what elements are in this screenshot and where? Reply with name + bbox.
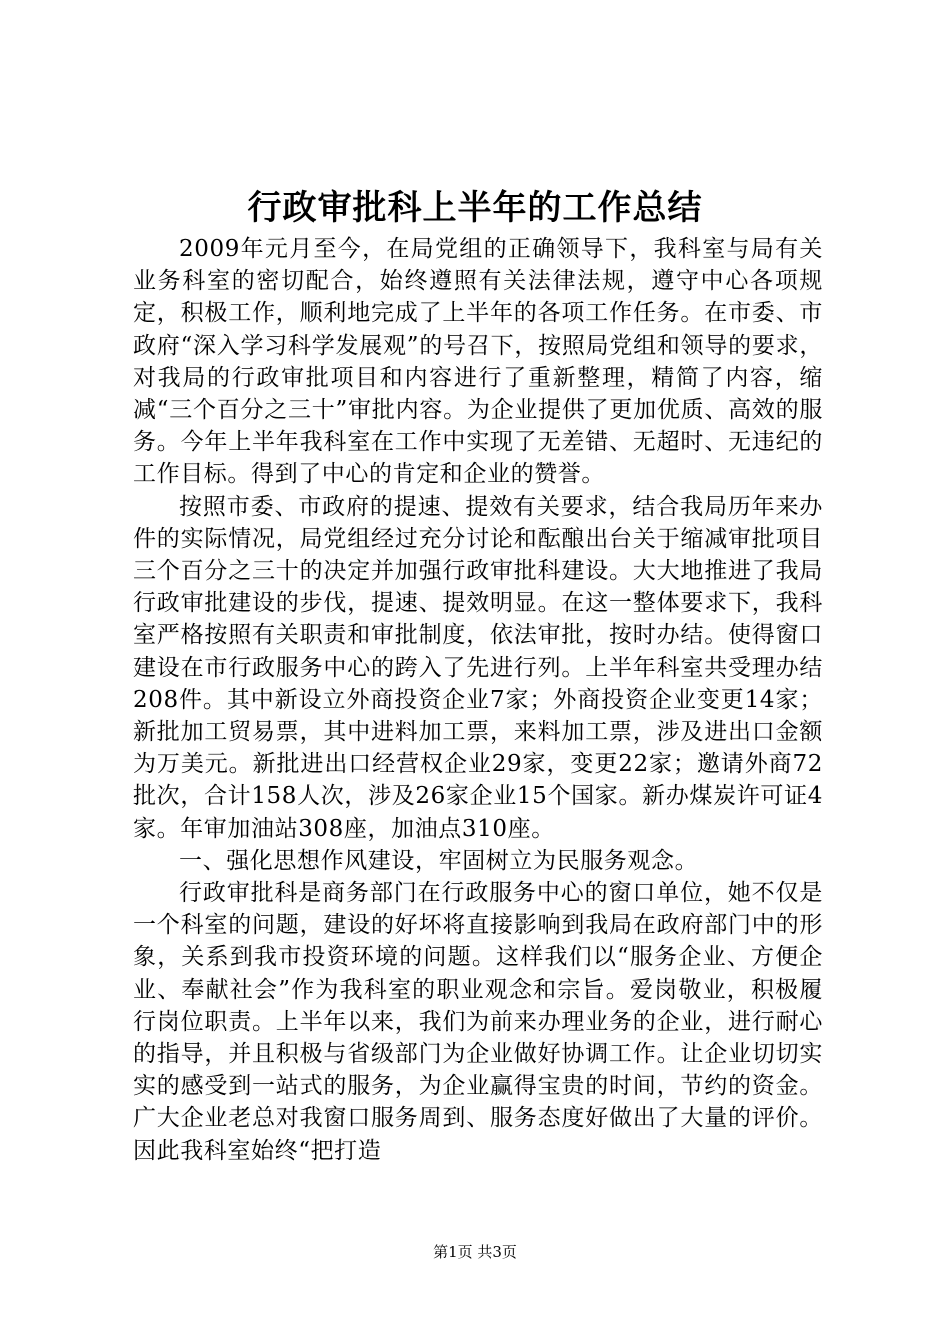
document-title: 行政审批科上半年的工作总结 xyxy=(247,188,703,228)
paragraph-statistics: 按照市委、市政府的提速、提效有关要求，结合我局历年来办件的实际情况，局党组经过充分讨论和酝酿出台关于缩减审批项目三个百分之三十的决定并加强行政审批科建设。大大地推进了我局行政审批建设的步伐，提速、提效明显。在这一整体要求下，我科室严格按照有关职责和审批制度，依法审批，按时办结。使得窗口建设在市行政服务中心的跨入了先进行列。上半年科室共受理办结208件。其中新设立外商投资企业7家；外商投资企业变更14家；新批加工贸易票，其中进料加工票，来料加工票，涉及进出口金额为万美元。新批进出口经营权企业29家，变更22家；邀请外商72批次，合计158人次，涉及26家企业15个国家。新办煤炭许可证4家。年审加油站308座，加油点310座。 xyxy=(133,493,823,842)
paragraph-intro: 2009年元月至今，在局党组的正确领导下，我科室与局有关业务科室的密切配合，始终遵照有关法律法规，遵守中心各项规定，积极工作，顺利地完成了上半年的各项工作任务。在市委、市政府“深入学习科学发展观”的号召下，按照局党组和领导的要求，对我局的行政审批项目和内容进行了重新整理，精简了内容，缩减“三个百分之三十”审批内容。为企业提供了更加优质、高效的服务。今年上半年我科室在工作中实现了无差错、无超时、无违纪的工作目标。得到了中心的肯定和企业的赞誉。 xyxy=(133,236,823,488)
document-body xyxy=(133,233,823,1167)
section-heading-1: 一、强化思想作风建设，牢固树立为民服务观念。 xyxy=(179,847,699,874)
page-footer: 第1页 共3页 xyxy=(433,1243,517,1261)
paragraph-section-1: 行政审批科是商务部门在行政服务中心的窗口单位，她不仅是一个科室的问题，建设的好坏将直接影响到我局在政府部门中的形象，关系到我市投资环境的问题。这样我们以“服务企业、方便企业、奉献社会”作为我科室的职业观念和宗旨。爱岗敬业，积极履行岗位职责。上半年以来，我们为前来办理业务的企业，进行耐心的指导，并且积极与省级部门为企业做好协调工作。让企业切切实实的感受到一站式的服务，为企业赢得宝贵的时间，节约的资金。广大企业老总对我窗口服务周到、服务态度好做出了大量的评价。因此我科室始终“把打造 xyxy=(133,880,823,1164)
